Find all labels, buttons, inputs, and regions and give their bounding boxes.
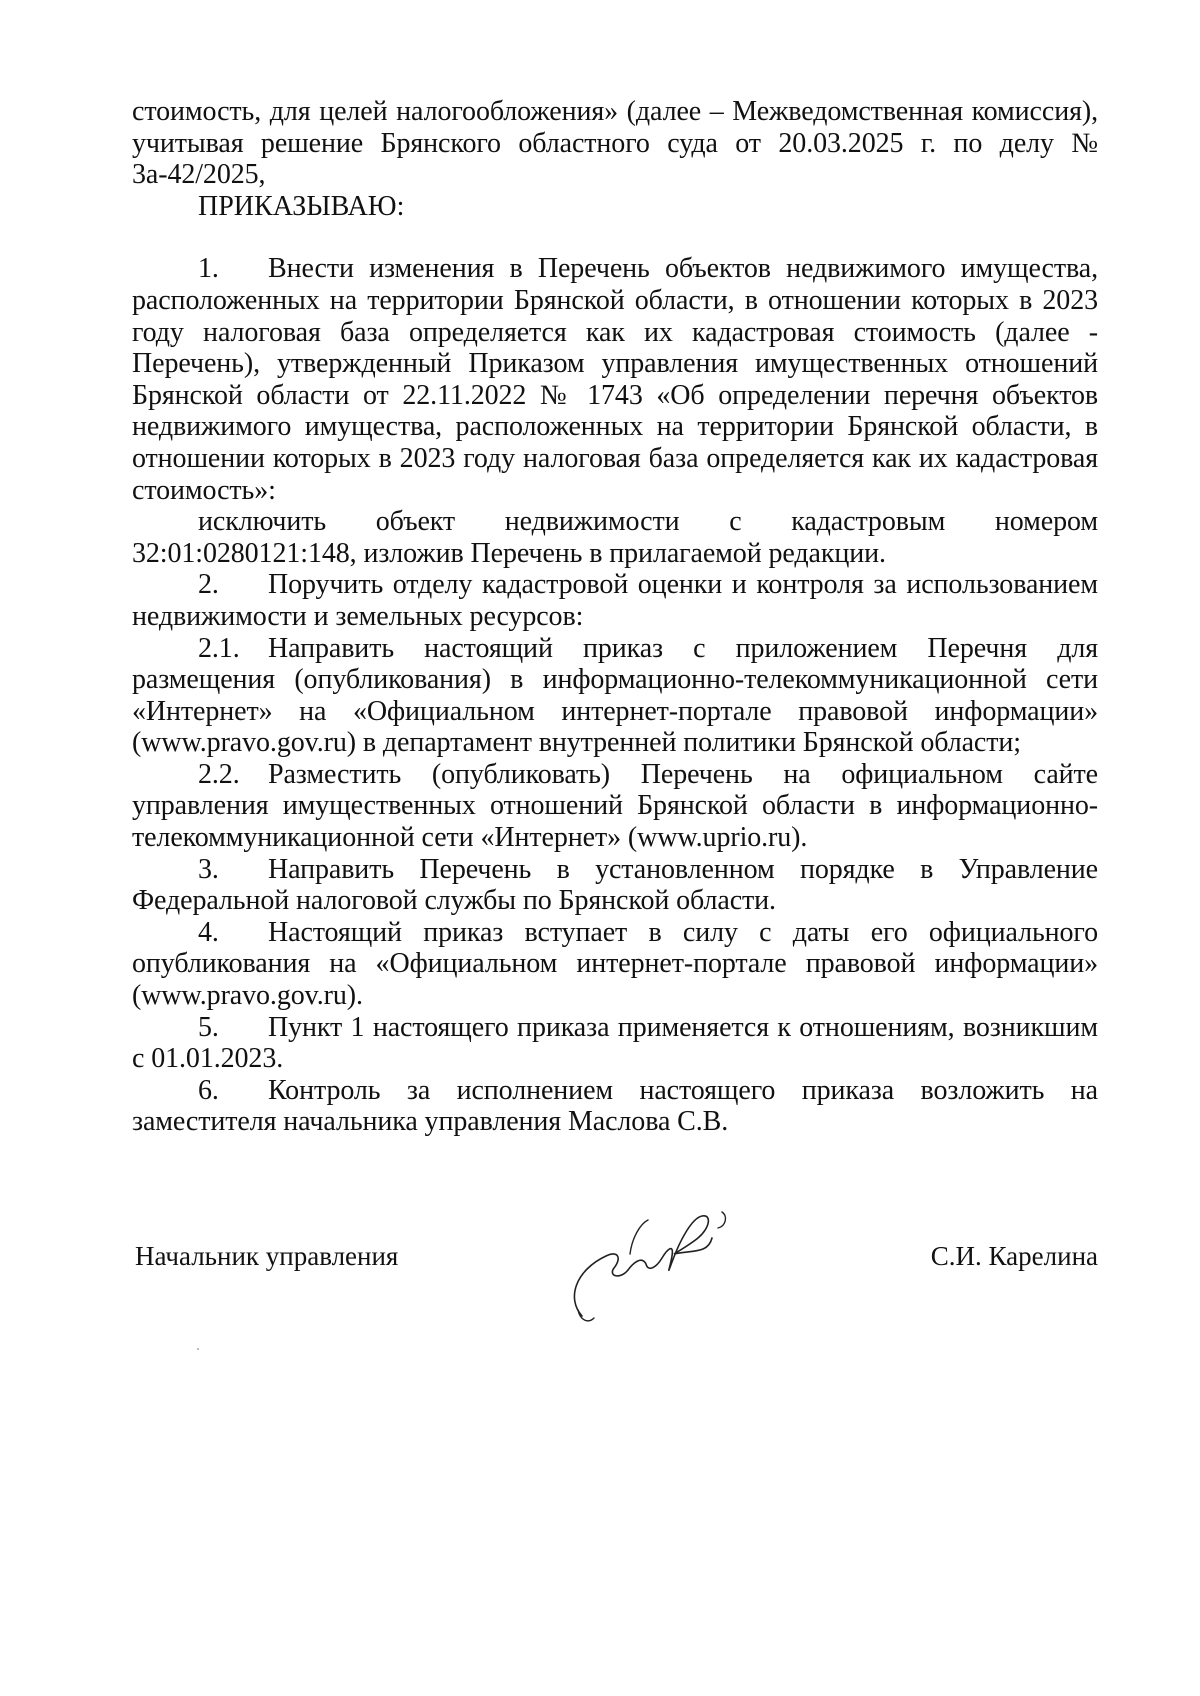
item-number: 2. (198, 569, 219, 601)
item-text: Настоящий приказ вступает в силу с даты его официального опубликования на «Официальном интернет-портале правовой информации» (www.pravo.gov.ru). (132, 916, 1098, 1012)
item-3 (132, 854, 1098, 917)
item-number: 5. (198, 1011, 219, 1043)
item-number: 6. (198, 1074, 219, 1106)
order-heading: ПРИКАЗЫВАЮ: (198, 190, 405, 222)
handwritten-signature (562, 1198, 732, 1328)
item-text: исключить объект недвижимости с кадастровым номером 32:01:0280121:148, изложив Перечень в прилагаемой редакции. (132, 506, 1098, 569)
item-number: 4. (198, 916, 219, 948)
item-text: Контроль за исполнением настоящего приказа возложить на заместителя начальника управления Маслова С.В. (132, 1074, 1098, 1138)
item-text: Направить Перечень в установленном порядке в Управление Федеральной налоговой службы по Брянской области. (132, 853, 1098, 917)
item-text: Внести изменения в Перечень объектов недвижимого имущества, расположенных на территории Брянской области, в отношении которых в 2023 году налоговая база определяется как их кадастровая стоимость (далее - Перечень), утвержденный Приказом управления имущественных отношений Брянской области от 22.11.2022 № 1743 «Об определении перечня объектов недвижимого имущества, расположенных на территории Брянской области, в отношении которых в 2023 году налоговая база определяется как их кадастровая стоимость»: (132, 253, 1098, 506)
item-1 (132, 253, 1098, 506)
item-1-exclusion (132, 506, 1098, 569)
position-title: Начальник управления (135, 1241, 399, 1271)
document-body (132, 96, 1098, 1138)
item-text: Направить настоящий приказ с приложением Перечня для размещения (опубликования) в информационно-телекоммуникационной сети «Интернет» на «Официальном интернет-портале правовой информации» (www.pravo.gov.ru) в департамент внутренней политики Брянской области; (132, 632, 1098, 759)
item-4 (132, 917, 1098, 1012)
item-5 (132, 1012, 1098, 1075)
item-number: 2.1. (198, 632, 240, 664)
signatory-name: С.И. Карелина (930, 1241, 1098, 1271)
item-2-2 (132, 759, 1098, 854)
spacer (132, 222, 1098, 253)
item-text: Разместить (опубликовать) Перечень на официальном сайте управления имущественных отношений Брянской области в информационно-телекоммуникационной сети «Интернет» (www.uprio.ru). (132, 758, 1098, 854)
scan-speck (197, 1348, 199, 1350)
item-text: Поручить отделу кадастровой оценки и контроля за использованием недвижимости и земельных ресурсов: (132, 569, 1098, 632)
signature-block (132, 1236, 1098, 1316)
item-number: 3. (198, 853, 219, 885)
item-text: Пункт 1 настоящего приказа применяется к отношениям, возникшим с 01.01.2023. (132, 1011, 1098, 1075)
item-2 (132, 569, 1098, 632)
item-number: 2.2. (198, 758, 240, 790)
item-6 (132, 1075, 1098, 1138)
intro-paragraph: стоимость, для целей налогообложения» (далее – Межведомственная комиссия), учитывая решение Брянского областного суда от 20.03.2025 г. по делу № 3а-42/2025, (132, 96, 1098, 191)
item-number: 1. (198, 253, 219, 285)
item-2-1 (132, 633, 1098, 759)
